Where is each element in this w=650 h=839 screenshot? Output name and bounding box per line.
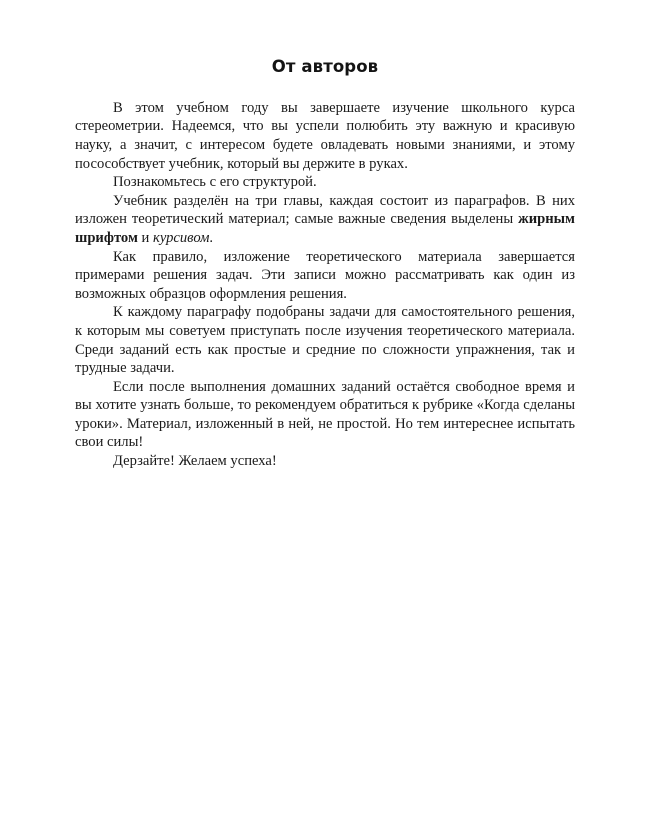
page-content [75, 57, 575, 471]
paragraph-examples [75, 248, 575, 304]
text-run: Дерзайте! Желаем успеха! [113, 453, 277, 470]
paragraph-tasks [75, 303, 575, 377]
body-text [75, 99, 575, 471]
text-run: и [137, 229, 153, 246]
paragraph-extra-rubric [75, 378, 575, 452]
text-run: Если после выполнения домашних заданий остаётся свободное время и вы хотите узнать больше, то рекомендуем обратиться к рубрике «Когда сделаны уроки». Материал, изложенный в ней, не простой. Но тем интереснее испытать свои силы! [75, 378, 575, 451]
text-run: Познакомьтесь с его структурой. [113, 174, 317, 191]
emphasis-italic: курсивом [153, 229, 210, 246]
text-run: Как правило, изложение теоретического материала завершается примерами решения задач. Эти записи можно рассматривать как один из возможных образцов оформления решения. [75, 248, 575, 302]
paragraph-chapters [75, 192, 575, 248]
paragraph-closing [75, 452, 575, 471]
text-run: Учебник разделён на три главы, каждая состоит из параграфов. В них изложен теоретический материал; самые важные сведения выделены [75, 192, 575, 228]
paragraph-intro [75, 99, 575, 173]
paragraph-structure-lead [75, 173, 575, 192]
text-run: В этом учебном году вы завершаете изучение школьного курса стереометрии. Надеемся, что вы успели полюбить эту важную и красивую науку, а значит, с интересом будете овладевать новыми знаниями, и этому посособствует учебник, который вы держите в руках. [75, 99, 575, 172]
page-title: От авторов [271, 57, 379, 76]
emphasis-bold: жирным шрифтом [75, 211, 575, 246]
text-run: . [209, 229, 214, 246]
text-run: К каждому параграфу подобраны задачи для самостоятельного решения, к которым мы советуем приступать после изучения теоретического материала. Среди заданий есть как простые и средние по сложности упражнения, так и трудные задачи. [75, 304, 575, 377]
